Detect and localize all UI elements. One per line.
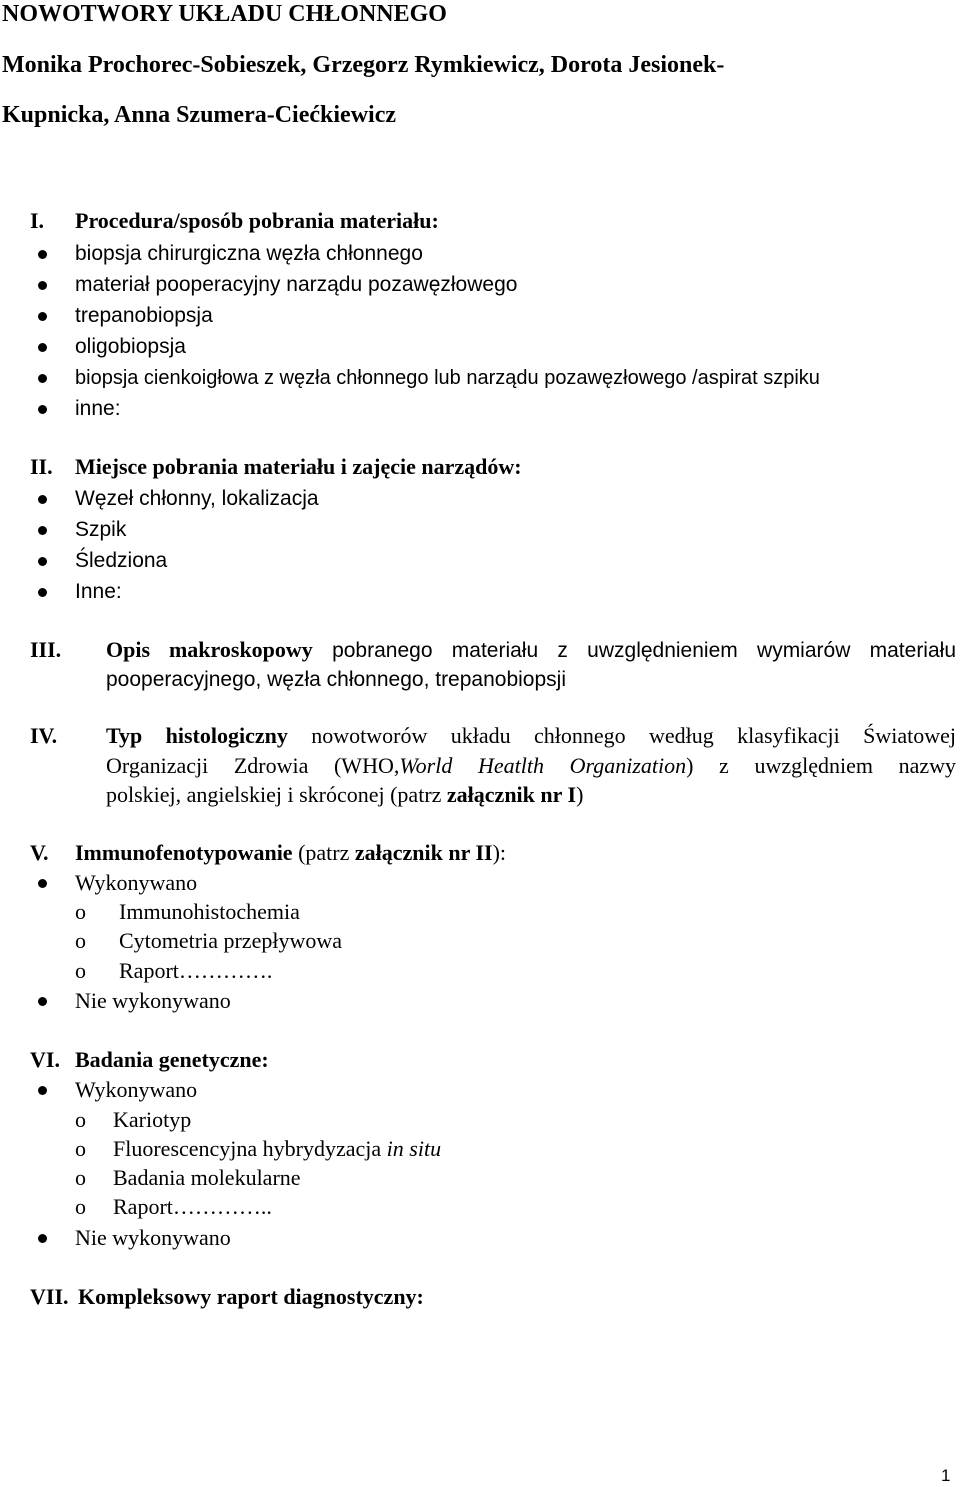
list-item: Wykonywano [75,870,198,895]
list-item: Inne: [75,580,122,603]
document-title: NOWOTWORY UKŁADU CHŁONNEGO [2,1,447,27]
section-4-line-1 [106,721,956,750]
list-item: Nie wykonywano [75,988,231,1013]
section-5-heading-bold: Immunofenotypowanie [75,840,293,865]
sub-list-item: Badania molekularne [113,1165,301,1190]
section-3-number: III. [30,637,62,662]
list-item: Nie wykonywano [75,1225,231,1250]
sub-bullet-icon: o [75,928,86,953]
list-item: biopsja chirurgiczna węzła chłonnego [75,242,423,265]
sub-bullet-icon: o [75,958,86,983]
list-item: Śledziona [75,549,168,572]
sub-bullet-icon: o [75,1165,86,1190]
section-1-number: I. [30,208,45,233]
section-5-heading [75,840,506,866]
section-5-heading-bold-2: załącznik nr II [354,840,493,865]
section-5-heading-mid: (patrz [292,840,355,865]
sub-bullet-icon: o [75,899,86,924]
sub-list-item: Kariotyp [113,1107,192,1132]
bullet-icon [38,343,47,352]
section-4-line-2 [106,751,956,780]
bullet-icon [38,1234,47,1243]
sub-list-item: Raport………….. [113,1194,272,1219]
list-item: trepanobiopsja [75,304,213,327]
sub-list-item-italic: in situ [386,1136,442,1161]
section-4-line-2-a: Organizacji Zdrowia (WHO, [106,753,400,778]
section-2-heading: Miejsce pobrania materiału i zajęcie narządów: [75,454,522,479]
section-5-number: V. [30,840,49,865]
section-5-heading-end: ): [492,840,507,865]
section-4-number: IV. [30,723,58,748]
section-4-line-3-a: polskiej, angielskiej i skróconej (patrz [106,782,447,807]
section-3-bold: Opis makroskopowy [106,637,313,662]
section-1-heading: Procedura/sposób pobrania materiału: [75,208,439,233]
list-item: oligobiopsja [75,335,186,358]
bullet-icon [38,557,47,566]
list-item: inne: [75,397,121,420]
bullet-icon [38,495,47,504]
sub-list-item: Cytometria przepływowa [119,928,342,953]
list-item: Węzeł chłonny, lokalizacja [75,487,319,510]
section-3-text: pobranego materiału z uwzględnieniem wymiarów materiału [312,639,956,662]
sub-bullet-icon: o [75,1136,86,1161]
sub-bullet-icon: o [75,1194,86,1219]
section-2-number: II. [30,454,53,479]
authors-line-2: Kupnicka, Anna Szumera-Ciećkiewicz [2,102,396,128]
bullet-icon [38,526,47,535]
list-item: Szpik [75,518,127,541]
bullet-icon [38,374,47,383]
list-item: materiał pooperacyjny narządu pozawęzłowego [75,273,518,296]
list-item: biopsja cienkoigłowa z węzła chłonnego lub narządu pozawęzłowego /aspirat szpiku [75,367,820,389]
page-number: 1 [941,1466,951,1485]
section-4-line-3-b: ) [576,782,584,807]
authors-line-1: Monika Prochorec-Sobieszek, Grzegorz Rymkiewicz, Dorota Jesionek- [2,52,725,78]
section-4-line-3 [106,782,583,808]
bullet-icon [38,250,47,259]
bullet-icon [38,312,47,321]
bullet-icon [38,281,47,290]
section-4-text: nowotworów układu chłonnego według klasyfikacji Światowej [287,723,956,748]
section-7-number: VII. [30,1284,69,1309]
sub-list-item-text: Fluorescencyjna hybrydyzacja [113,1136,387,1161]
section-6-heading: Badania genetyczne: [75,1047,269,1072]
bullet-icon [38,1086,47,1095]
section-4-bold: Typ histologiczny [106,723,288,748]
bullet-icon [38,588,47,597]
sub-list-item: Immunohistochemia [119,899,300,924]
section-6-number: VI. [30,1047,60,1072]
bullet-icon [38,997,47,1006]
bullet-icon [38,879,47,888]
section-7-heading: Kompleksowy raport diagnostyczny: [78,1284,424,1309]
section-4-line-2-b: ) z uwzględniem nazwy [686,753,956,778]
sub-list-item [113,1136,441,1162]
sub-bullet-icon: o [75,1107,86,1132]
list-item: Wykonywano [75,1077,198,1102]
sub-list-item: Raport…………. [119,958,273,983]
section-4-line-3-bold: załącznik nr I [446,782,577,807]
section-3-line-2: pooperacyjnego, węzła chłonnego, trepanobiopsji [106,668,566,691]
section-4-line-2-italic: World Heatlth Organization [399,753,687,778]
section-3-line-1 [106,635,956,665]
bullet-icon [38,405,47,414]
